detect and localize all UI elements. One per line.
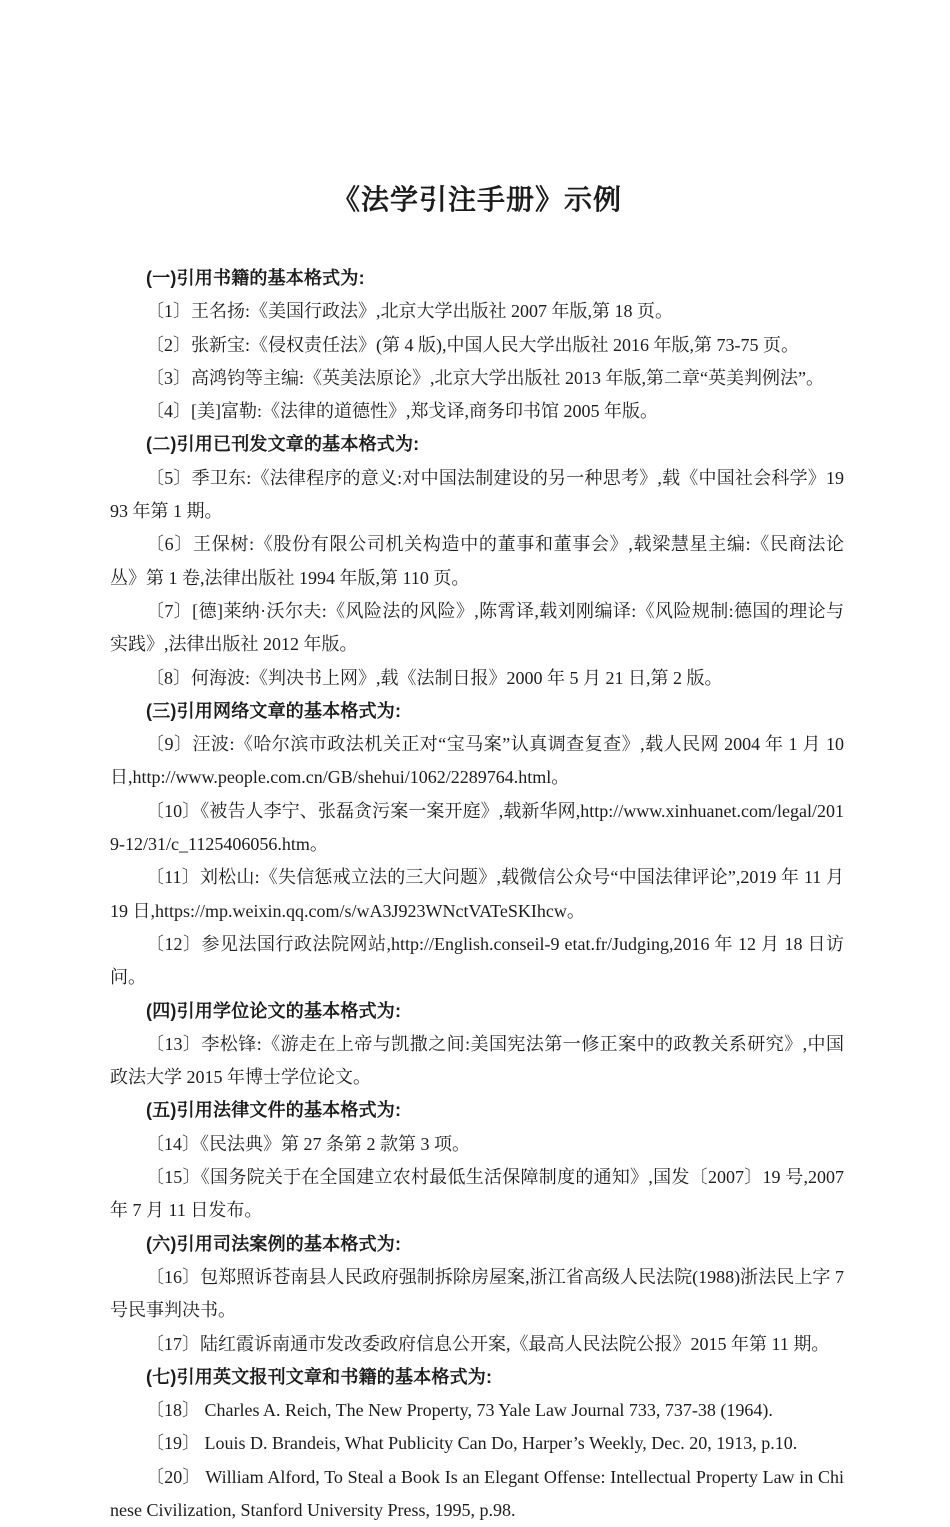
citation-15: 〔15〕《国务院关于在全国建立农村最低生活保障制度的通知》,国发〔2007〕19 号,2007 年 7 月 11 日发布。: [110, 1167, 844, 1221]
section-1-heading: (一)引用书籍的基本格式为:: [146, 268, 365, 288]
citation-10: 〔10〕《被告人李宁、张磊贪污案一案开庭》,载新华网,http://www.xinhuanet.com/legal/2019-12/31/c_1125406056.htm。: [110, 800, 844, 855]
section-3-heading: (三)引用网络文章的基本格式为:: [146, 700, 402, 721]
citation-1: 〔1〕王名扬:《美国行政法》,北京大学出版社 2007 年版,第 18 页。: [146, 301, 673, 322]
citation-17: 〔17〕陆红霞诉南通市发改委政府信息公开案,《最高人民法院公报》2015 年第 11 期。: [146, 1333, 830, 1354]
citation-5: 〔5〕季卫东:《法律程序的意义:对中国法制建设的另一种思考》,载《中国社会科学》1993 年第 1 期。: [110, 467, 844, 522]
citation-12: 〔12〕参见法国行政法院网站,http://English.conseil-9 etat.fr/Judging,2016 年 12 月 18 日访问。: [110, 933, 844, 988]
citation-18: 〔18〕 Charles A. Reich, The New Property, 73 Yale Law Journal 733, 737-38 (1964).: [146, 1400, 773, 1421]
section-6-heading: (六)引用司法案例的基本格式为:: [146, 1233, 402, 1254]
section-2-heading: (二)引用已刊发文章的基本格式为:: [146, 434, 420, 455]
page-title: 《法学引注手册》示例: [331, 184, 622, 215]
citation-3: 〔3〕高鸿钧等主编:《英美法原论》,北京大学出版社 2013 年版,第二章“英美判例法”。: [146, 367, 824, 388]
section-4-heading: (四)引用学位论文的基本格式为:: [146, 1000, 402, 1021]
citation-7: 〔7〕[德]莱纳·沃尔夫:《风险法的风险》,陈霄译,载刘刚编译:《风险规制:德国的理论与实践》,法律出版社 2012 年版。: [110, 600, 844, 655]
citation-8: 〔8〕何海波:《判决书上网》,载《法制日报》2000 年 5 月 21 日,第 2 版。: [146, 667, 723, 688]
section-7-heading: (七)引用英文报刊文章和书籍的基本格式为:: [146, 1366, 493, 1387]
citation-19: 〔19〕 Louis D. Brandeis, What Publicity Can Do, Harper’s Weekly, Dec. 20, 1913, p.10.: [146, 1433, 798, 1454]
citation-11: 〔11〕刘松山:《失信惩戒立法的三大问题》,载微信公众号“中国法律评论”,2019 年 11 月 19 日,https://mp.weixin.qq.com/s/wA3J923WNctVATeSKIhcw。: [110, 867, 844, 921]
citation-16: 〔16〕包郑照诉苍南县人民政府强制拆除房屋案,浙江省高级人民法院(1988)浙法民上字 7 号民事判决书。: [110, 1266, 844, 1321]
citation-13: 〔13〕李松锋:《游走在上帝与凯撒之间:美国宪法第一修正案中的政教关系研究》,中国政法大学 2015 年博士学位论文。: [110, 1033, 844, 1088]
citation-4: 〔4〕[美]富勒:《法律的道德性》,郑戈译,商务印书馆 2005 年版。: [146, 401, 658, 422]
citation-14: 〔14〕《民法典》第 27 条第 2 款第 3 项。: [146, 1133, 470, 1154]
section-5-heading: (五)引用法律文件的基本格式为:: [146, 1100, 402, 1121]
citation-20: 〔20〕 William Alford, To Steal a Book Is an Elegant Offense: Intellectual Property Law in Chinese Civilization, Stanford University Press, 1995, p.98.: [110, 1466, 844, 1520]
document-body: [110, 262, 844, 1527]
citation-2: 〔2〕张新宝:《侵权责任法》(第 4 版),中国人民大学出版社 2016 年版,第 73-75 页。: [146, 334, 799, 355]
citation-9: 〔9〕汪波:《哈尔滨市政法机关正对“宝马案”认真调查复查》,载人民网 2004 年 1 月 10 日,http://www.people.com.cn/GB/shehui/1062/2289764.html。: [110, 734, 844, 788]
citation-6: 〔6〕王保树:《股份有限公司机关构造中的董事和董事会》,载梁慧星主编:《民商法论丛》第 1 卷,法律出版社 1994 年版,第 110 页。: [110, 534, 844, 588]
